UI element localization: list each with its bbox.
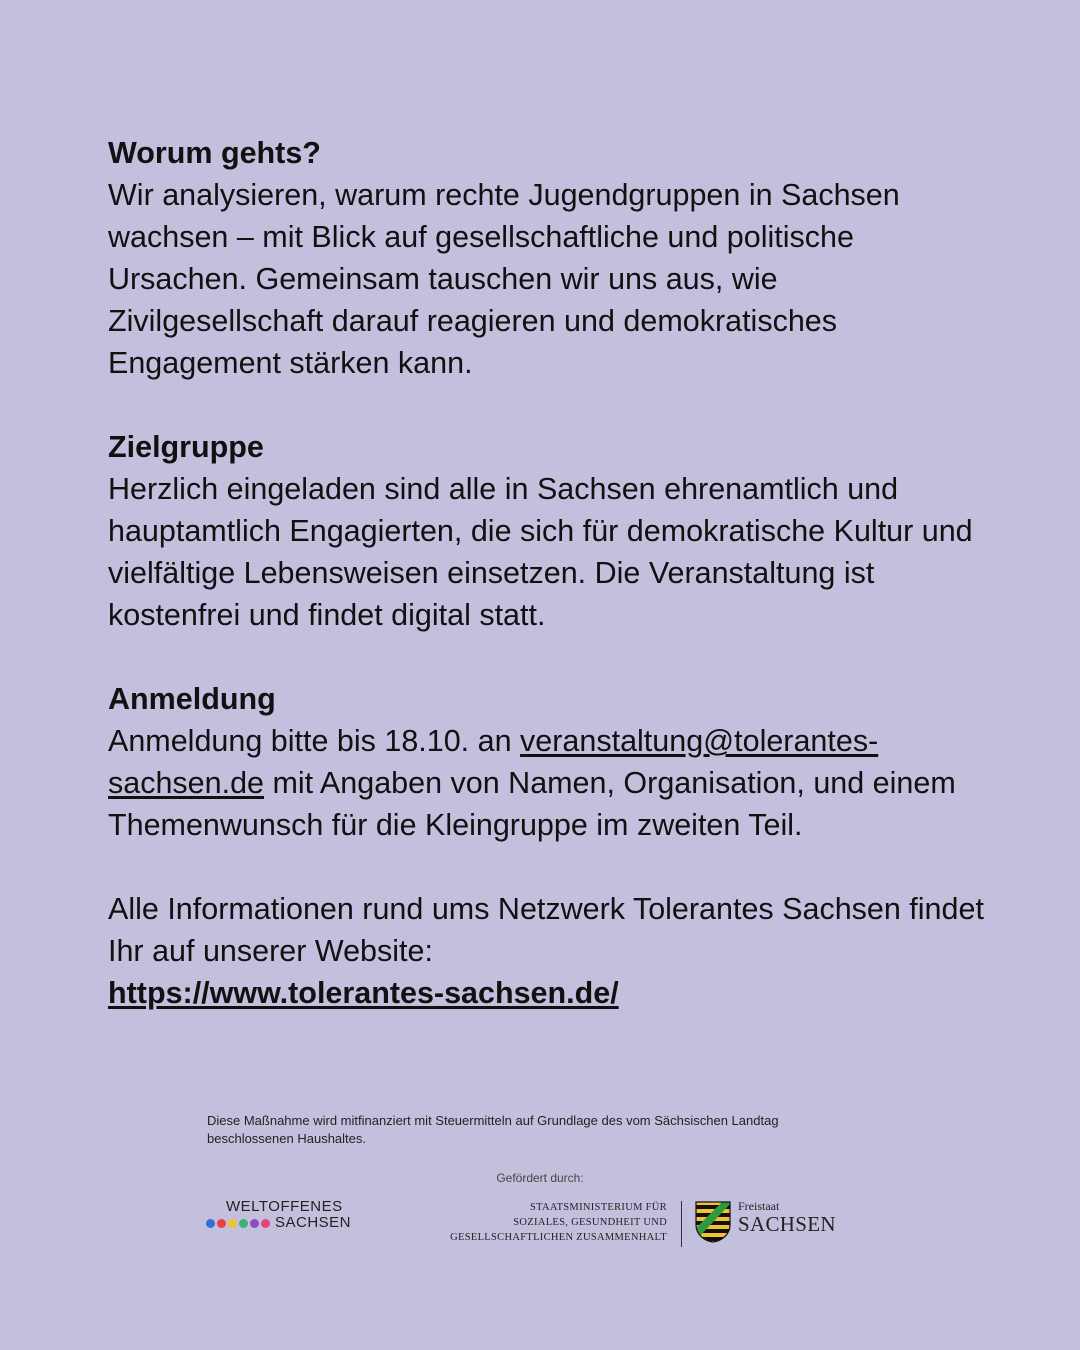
ministry-line-1: STAATSMINISTERIUM FÜR xyxy=(529,1202,667,1213)
ministry-name xyxy=(420,1200,667,1245)
section-text: Herzlich eingeladen sind alle in Sachsen ehrenamtlich und hauptamtlich Engagierten, die sich für demokratische Kultur und vielfältige Lebensweisen einsetzen. Die Veranstaltung ist kostenfrei und findet digital statt. xyxy=(108,472,973,632)
saxony-coat-of-arms-icon xyxy=(695,1201,731,1243)
email-link[interactable]: veranstaltung@tolerantes-sachsen.de xyxy=(108,724,879,800)
section-info xyxy=(108,888,988,1014)
weltoffenes-sachsen-logo xyxy=(206,1199,366,1231)
section-worum xyxy=(108,132,988,384)
logo-line-1: WELTOFFENES xyxy=(226,1198,343,1215)
registration-text-after: mit Angaben von Namen, Organisation, und einem Themenwunsch für die Kleingruppe im zweiten Teil. xyxy=(108,766,956,842)
color-dot-icon xyxy=(250,1219,259,1228)
color-dot-icon xyxy=(261,1219,270,1228)
color-dot-icon xyxy=(228,1219,237,1228)
website-link[interactable]: https://www.tolerantes-sachsen.de/ xyxy=(108,976,619,1010)
funding-note: Diese Maßnahme wird mitfinanziert mit Steuermitteln auf Grundlage des vom Sächsischen Landtag beschlossenen Haushaltes. xyxy=(207,1113,779,1146)
color-dot-icon xyxy=(239,1219,248,1228)
section-text: Wir analysieren, warum rechte Jugendgruppen in Sachsen wachsen – mit Blick auf gesellschaftliche und politische Ursachen. Gemeinsam tauschen wir uns aus, wie Zivilgesellschaft darauf reagieren und demokratisches Engagement stärken kann. xyxy=(108,178,900,380)
registration-text xyxy=(108,720,988,846)
section-heading: Anmeldung xyxy=(108,682,276,716)
funded-by-label: Gefördert durch: xyxy=(496,1171,584,1185)
info-text: Alle Informationen rund ums Netzwerk Tolerantes Sachsen findet Ihr auf unserer Website: xyxy=(108,892,984,968)
ministry-line-3: GESELLSCHAFTLICHEN ZUSAMMENHALT xyxy=(450,1232,667,1243)
color-dot-icon xyxy=(217,1219,226,1228)
main-content xyxy=(108,132,988,1056)
color-dot-icon xyxy=(206,1219,215,1228)
logo-row xyxy=(206,1215,366,1231)
freistaat-line-1: Freistaat xyxy=(738,1199,780,1213)
logo-line-2: SACHSEN xyxy=(275,1214,352,1231)
section-anmeldung xyxy=(108,678,988,846)
registration-text-before: Anmeldung bitte bis 18.10. an xyxy=(108,724,521,758)
section-zielgruppe xyxy=(108,426,988,636)
logo-divider xyxy=(681,1201,682,1247)
section-heading: Worum gehts? xyxy=(108,136,321,170)
section-heading: Zielgruppe xyxy=(108,430,264,464)
freistaat-line-2: SACHSEN xyxy=(738,1212,836,1236)
freistaat-sachsen-logo xyxy=(738,1200,836,1235)
ministry-line-2: SOZIALES, GESUNDHEIT UND xyxy=(513,1217,667,1228)
